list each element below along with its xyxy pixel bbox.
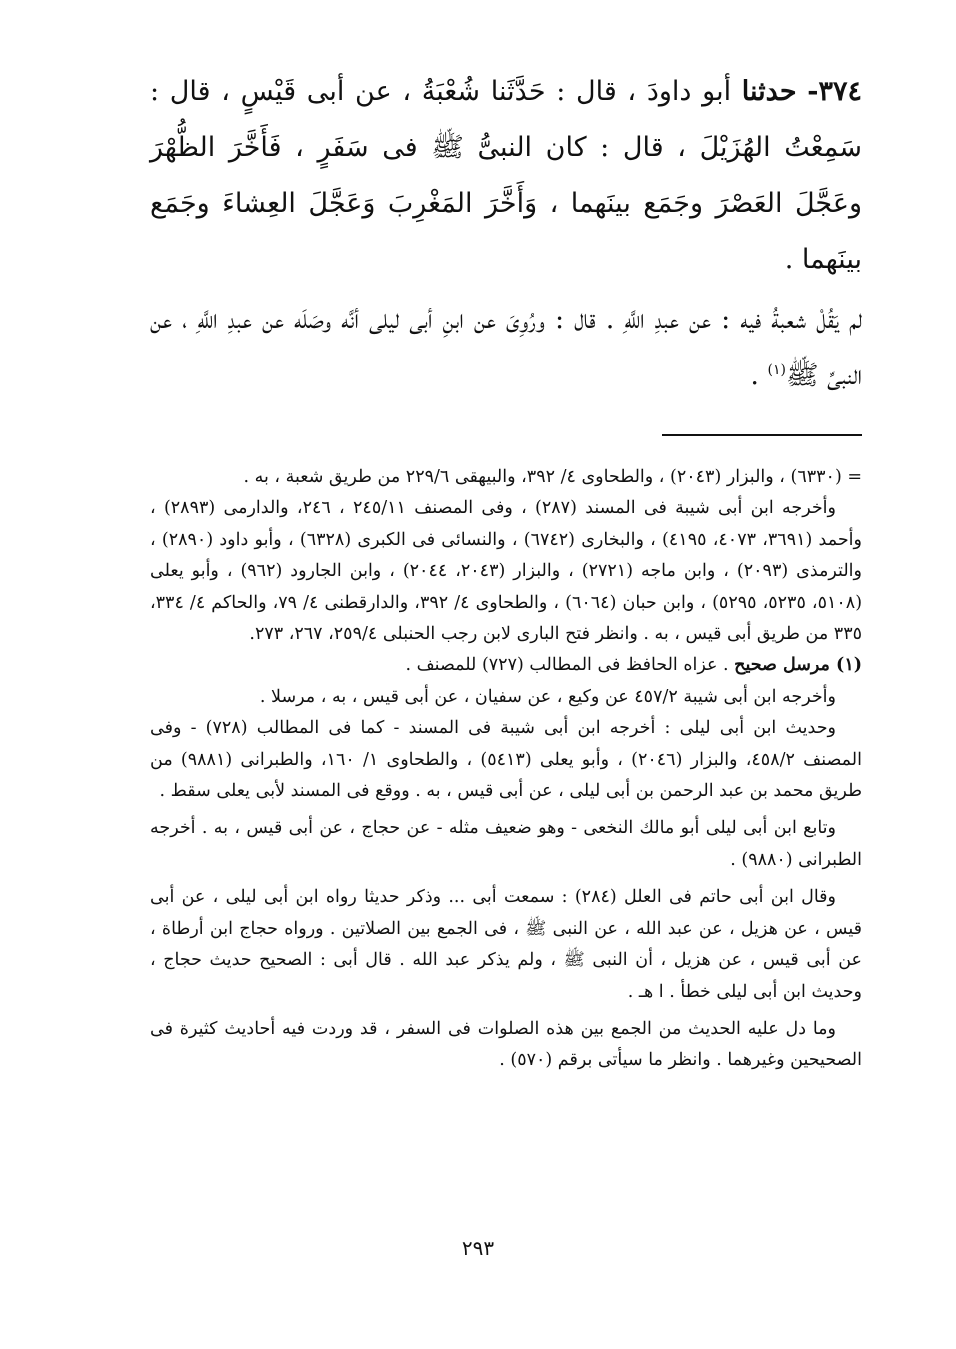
footnote-ref: (١) bbox=[767, 362, 786, 378]
page-body bbox=[150, 64, 862, 1077]
footnotes bbox=[150, 462, 862, 1077]
footnote-paragraph: وتابع ابن أبى ليلى أبو مالك النخعى - وهو ضعيف مثله - عن حجاج ، عن أبى قيس ، به . أخرجه الطبرانى (٩٨٨٠) . bbox=[150, 818, 862, 870]
hadith-body-2-end: . bbox=[750, 360, 768, 391]
footnote-continuation: = (٦٣٣٠) ، والبزار (٢٠٤٣) ، والطحاوى ٤/ ٣٩٢، والبيهقى ٢٢٩/٦ من طريق شعبة ، به . bbox=[243, 467, 862, 487]
hadith-paragraph-2 bbox=[150, 292, 862, 404]
hadith-body-1: أبو داودَ ، قال : حَدَّثَنا شُعْبَةُ ، عن أبى قَيْسٍ ، قال : سَمِعْتُ الهُزَيْلَ ، قال : كان النبىُّ ﷺ فى سَفَرٍ ، فَأَخَّرَ الظُّهْرَ وعَجَّلَ العَصْرَ وجَمَع بينَهما ، وَأَخَّرَ المَغْرِبَ وَعَجَّلَ العِشاءَ وجَمَع بينَهما . bbox=[150, 76, 862, 275]
hadith-lead: حدثنا bbox=[741, 76, 797, 107]
hadith-paragraph-1 bbox=[150, 64, 862, 288]
footnote-paragraph: وقال ابن أبى حاتم فى العلل (٢٨٤) : سمعت أبى ... وذكر حديثا رواه ابن أبى ليلى ، عن أبى قيس ، عن هزيل ، عن عبد الله ، عن النبى ﷺ ، فى الجمع بين الصلاتين . ورواه حجاج ابن أرطاة ، عن أبى قيس ، عن هزيل ، أن النبى ﷺ ، ولم يذكر عبد الله . قال أبى : الصحيح حديث حجاج ، وحديث ابن أبى ليلى خطأ . ا هـ . bbox=[150, 887, 862, 1002]
footnote-paragraph: وما دل عليه الحديث من الجمع بين هذه الصلوات فى السفر ، قد وردت فيه أحاديث كثيرة فى الصحيحين وغيرهما . وانظر ما سيأتى برقم (٥٧٠) . bbox=[150, 1018, 862, 1071]
footnote-1-text: . عزاه الحافظ فى المطالب (٧٢٧) للمصنف . bbox=[405, 655, 735, 676]
hadith-body-2: لم يَقُلْ شعبةُ فيه : عن عبدِ اللَّهِ . قال : ورُوِىَ عن ابنِ أبى ليلى أنَّه وصَلَه عن عبدِ اللَّهِ ، عن النبىِّ ﷺ bbox=[150, 304, 862, 391]
hadith-number: ٣٧٤- bbox=[807, 76, 862, 107]
hadith-text bbox=[150, 64, 862, 404]
footnote-paragraph: وحديث ابن أبى ليلى : أخرجه ابن أبى شيبة فى المسند - كما فى المطالب (٧٢٨) - وفى المصنف ٤٥٨/٢، والبزار (٢٠٤٦) ، وأبو يعلى (٥٤١٣) ، والطحاوى ١/ ١٦٠، والطبرانى (٩٨٨١) من طريق محمد بن عبد الرحمن بن أبى ليلى ، عن أبى قيس ، به . ووقع فى المسند لأبى يعلى سقط . bbox=[150, 718, 862, 802]
footnote-paragraph: وأخرجه ابن أبى شيبة فى المسند (٢٨٧) ، وفى المصنف ٢٤٥/١١ ، ٢٤٦، والدارمى (٢٨٩٣) ، وأحمد (٣٦٩١، ٤٠٧٣، ٤١٩٥) ، والبخارى (٦٧٤٢) ، والنسائى فى الكبرى (٦٣٢٨) ، وأبو داود (٢٨٩٠) ، والترمذى (٢٠٩٣) ، وابن ماجه (٢٧٢١) ، والبزار (٢٠٤٣، ٢٠٤٤) ، وابن الجارود (٩٦٢) ، وأبو يعلى (٥١٠٨، ٥٢٣٥، ٥٢٩٥) ، وابن حبان (٦٠٦٤) ، والطحاوى ٤/ ٣٩٢، والدارقطنى ٤/ ٧٩، والحاكم ٤/ ٣٣٤، ٣٣٥ من طريق أبى قيس ، به . وانظر فتح البارى لابن رجب الحنبلى ٢٥٩/٤، ٢٦٧، ٢٧٣. bbox=[150, 498, 863, 645]
footnote-1-grade: (١) مرسل صحيح bbox=[734, 655, 862, 676]
page-number: ٢٩٣ bbox=[461, 1236, 495, 1260]
footnote-divider bbox=[662, 434, 862, 436]
footnote-paragraph: وأخرجه ابن أبى شيبة ٤٥٧/٢ عن وكيع ، عن سفيان ، عن أبى قيس ، به ، مرسلا . bbox=[259, 686, 836, 707]
footnote-1 bbox=[150, 650, 862, 681]
